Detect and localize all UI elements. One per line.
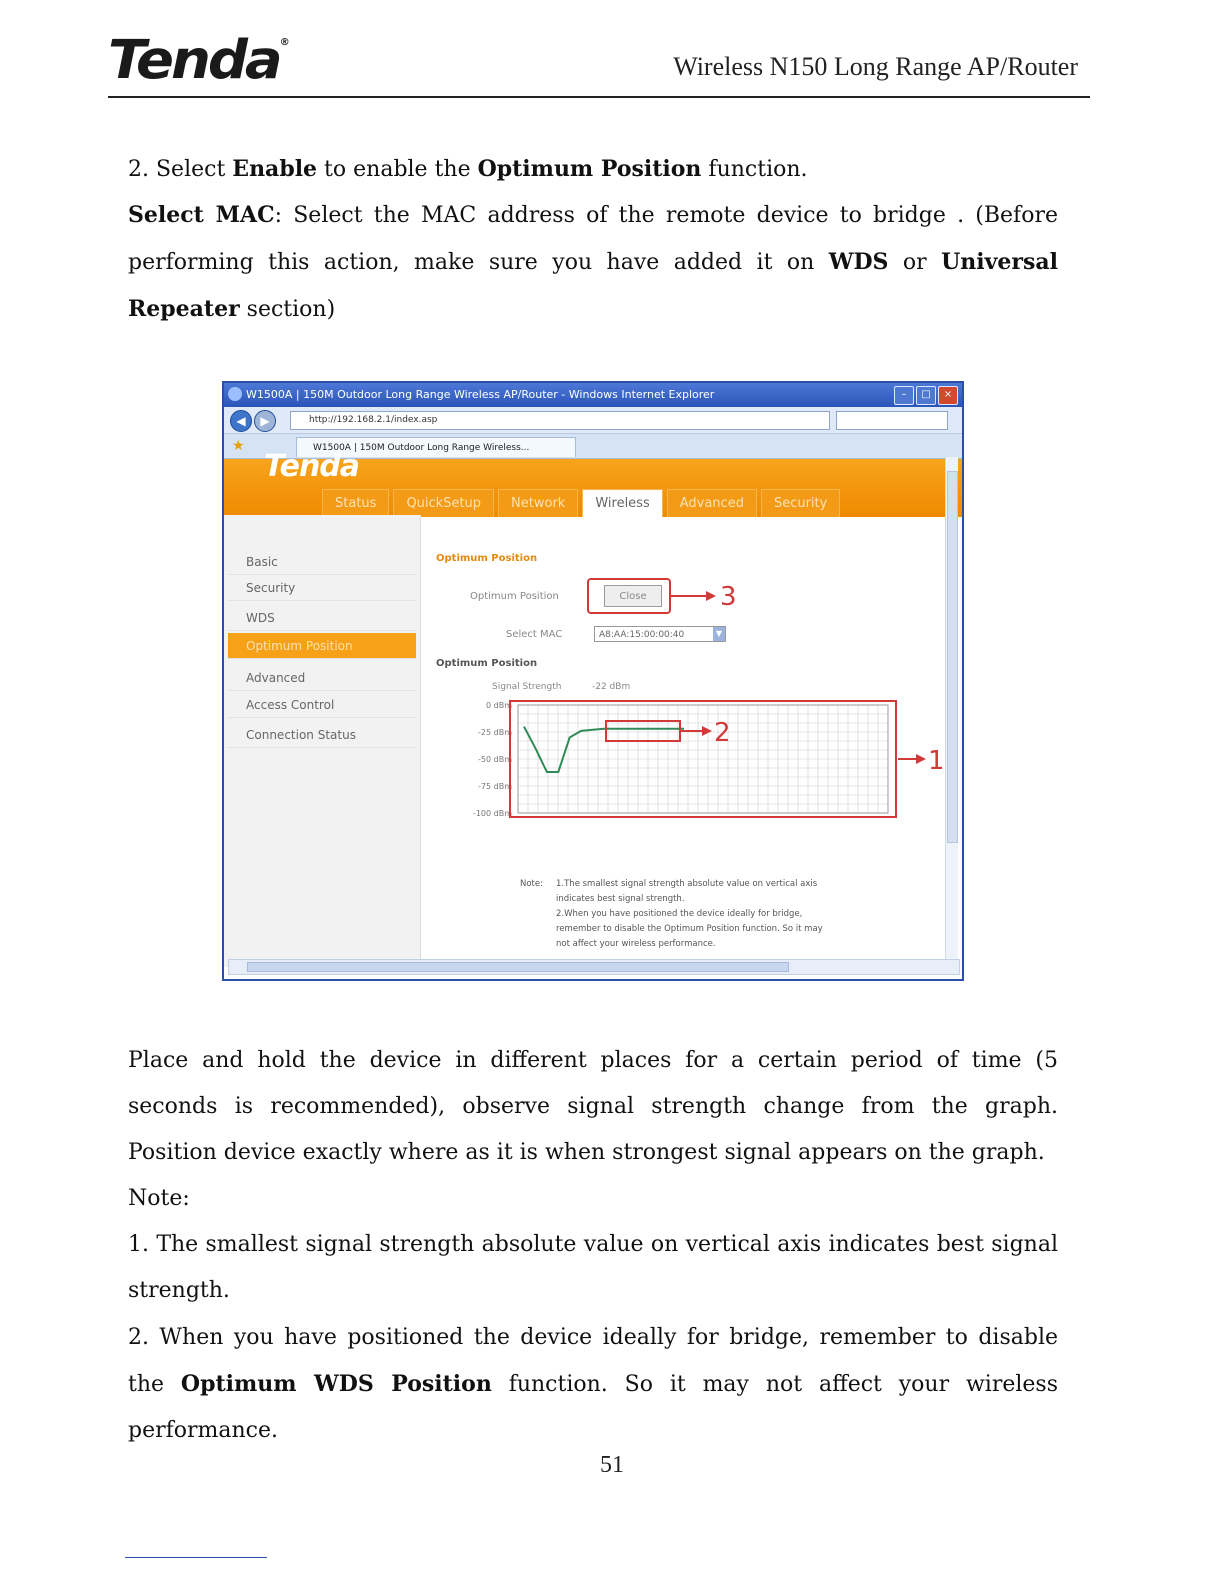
callout-label-1: 1 [928,746,945,776]
callout-arrowhead-3 [706,591,716,601]
tab-quicksetup[interactable]: QuickSetup [393,489,494,517]
placement-paragraph: Place and hold the device in different places for a certain period of time (5 seconds is recommended), observe signal strength change from the graph. Position device exactly where as it is when strongest signal appears on the graph. [128,1048,1058,1165]
callout-arrowhead-2 [702,726,712,736]
note-line: remember to disable the Optimum Position function. So it may [556,924,823,934]
sidebar-item-optimum-position[interactable]: Optimum Position [228,633,416,659]
y-tick-label: -75 dBm [478,782,512,791]
callout-label-3: 3 [720,582,737,612]
note-line: indicates best signal strength. [556,894,685,904]
router-logo: Tenda [264,449,360,484]
forward-icon[interactable]: ▶ [254,410,276,432]
ie-title-bar: W1500A | 150M Outdoor Long Range Wireless AP/Router - Windows Internet Explorer – □ × [224,383,962,407]
favorites-star-icon[interactable]: ★ [232,438,245,454]
note-label: Note: [128,1186,190,1211]
signal-strength-label: Signal Strength [492,682,562,692]
footnote-rule [125,1557,267,1558]
mac-value: A8:AA:15:00:00:40 [599,630,685,640]
main-tabs [322,489,840,517]
ie-logo-icon [228,387,242,401]
tab-network[interactable]: Network [498,489,578,517]
horizontal-scrollbar[interactable] [228,959,960,975]
sidebar-item-connection-status[interactable]: Connection Status [228,722,416,748]
sidebar-item-basic[interactable]: Basic [228,549,416,575]
note-item-2: 2. When you have positioned the device ideally for bridge, remember to disable the Optimum WDS Position function. So it may not affect your wireless performance. [128,1325,1059,1443]
y-tick-label: -100 dBm [472,809,512,818]
sidebar-item-wds[interactable]: WDS [228,605,416,631]
tab-security[interactable]: Security [761,489,840,517]
search-input[interactable] [836,411,948,430]
tab-status[interactable]: Status [322,489,389,517]
callout-label-2: 2 [714,718,731,748]
y-tick-label: 0 dBm [486,701,512,710]
page-number: 51 [600,1452,624,1478]
close-window-icon[interactable]: × [938,386,958,405]
y-tick-label: -50 dBm [478,755,512,764]
router-screenshot [222,381,964,981]
router-header [224,449,962,517]
optimum-position-label: Optimum Position [470,591,559,602]
section-title: Optimum Position [436,553,538,564]
chevron-down-icon[interactable]: ▼ [713,627,725,641]
select-mac-paragraph: Select MAC: Select the MAC address of the remote device to bridge . (Before performing this action, make sure you have added it on WDS or Universal Repeater section) [128,202,1058,322]
address-input[interactable]: http://192.168.2.1/index.asp [290,411,830,430]
sidebar-item-security[interactable]: Security [228,575,416,601]
select-mac-label: Select MAC [506,629,563,640]
step-instruction: 2. Select Enable to enable the Optimum Position function. [128,156,808,182]
header-title: Wireless N150 Long Range AP/Router [673,52,1078,81]
ie-address-bar [224,407,962,434]
vertical-scrollbar[interactable] [945,457,958,965]
browser-tab[interactable]: W1500A | 150M Outdoor Long Range Wireless... [296,437,576,457]
note-line: not affect your wireless performance. [556,939,716,949]
minimize-icon[interactable]: – [894,386,914,405]
page-header [108,28,1090,98]
sidebar-item-advanced[interactable]: Advanced [228,665,416,691]
maximize-icon[interactable]: □ [916,386,936,405]
note-item-1: 1. The smallest signal strength absolute value on vertical axis indicates best signal strength. [128,1232,1058,1303]
callout-box-line [606,721,680,741]
graph-section-title: Optimum Position [436,658,538,669]
callout-arrowhead-1 [916,754,926,764]
content-area: Optimum Position Optimum Position Close Select MAC A8:AA:15:00:00:40 ▼ Optimum Position Signal Strength -22 dBm 0 dBm -25 dBm -50 dBm -75 dBm -100 dBm 3 2 1 Note: 1.The smallest signal strength absolute value on vertical axis indicates best signal strength. 2.When you have positioned the device ideally for bridge, remember to disable the Optimum Position function. So it may not affect your wireless performance. [424,515,950,967]
note-line: 1.The smallest signal strength absolute value on vertical axis [556,879,818,889]
tab-advanced[interactable]: Advanced [667,489,757,517]
sidebar-item-access-control[interactable]: Access Control [228,692,416,718]
sidebar [224,515,421,967]
tab-wireless[interactable]: Wireless [582,489,662,517]
note-line: 2.When you have positioned the device ideally for bridge, [556,909,803,919]
back-icon[interactable]: ◀ [230,410,252,432]
y-tick-label: -25 dBm [478,728,512,737]
callout-box-close [588,579,670,613]
close-button[interactable]: Close [604,585,662,607]
signal-strength-value: -22 dBm [592,682,631,692]
tenda-logo: Tenda® [108,29,290,92]
